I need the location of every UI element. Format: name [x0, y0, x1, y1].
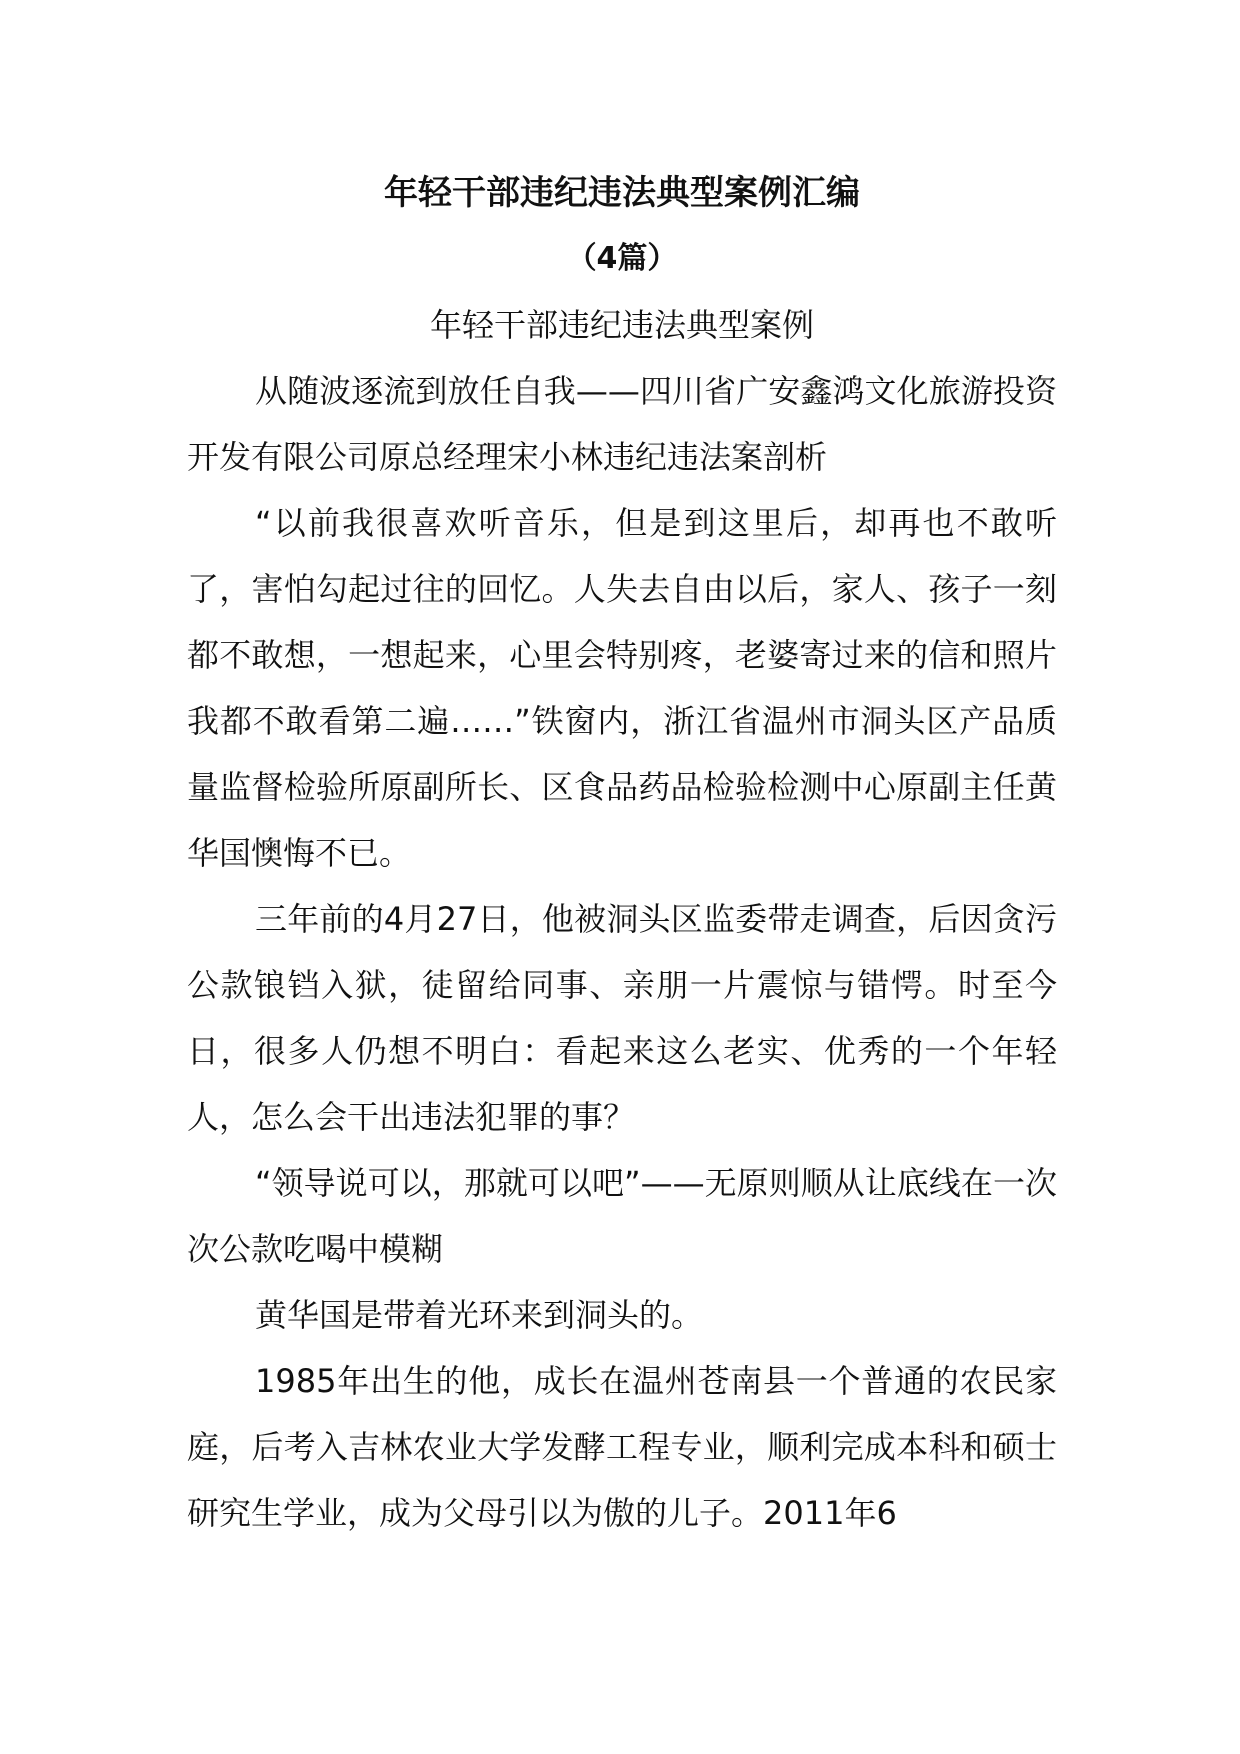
paragraph-intro: 黄华国是带着光环来到洞头的。: [255, 1296, 704, 1334]
paragraph-subheading: “领导说可以，那就可以吧”——无原则顺从让底线在一次次公款吃喝中模糊: [187, 1164, 1057, 1268]
paragraph-background: 1985年出生的他，成长在温州苍南县一个普通的农民家庭，后考入吉林农业大学发酵工程专业，顺利完成本科和硕士研究生学业，成为父母引以为傲的儿子。2011年6: [187, 1362, 1057, 1532]
document-subtitle: （4篇）: [566, 241, 678, 276]
paragraph-investigation: 三年前的4月27日，他被洞头区监委带走调查，后因贪污公款锒铛入狱，徒留给同事、亲朋一片震惊与错愕。时至今日，很多人仍想不明白：看起来这么老实、优秀的一个年轻人，怎么会干出违法犯罪的事？: [187, 900, 1057, 1136]
document-body: [187, 160, 1057, 1546]
document-title: 年轻干部违纪违法典型案例汇编: [384, 173, 860, 213]
paragraph-quote: “以前我很喜欢听音乐，但是到这里后，却再也不敢听了，害怕勾起过往的回忆。人失去自由以后，家人、孩子一刻都不敢想，一想起来，心里会特别疼，老婆寄过来的信和照片我都不敢看第二遍……”铁窗内，浙江省温州市洞头区产品质量监督检验所原副所长、区食品药品检验检测中心原副主任黄华国懊悔不已。: [187, 504, 1057, 872]
paragraph-case-title: 从随波逐流到放任自我——四川省广安鑫鸿文化旅游投资开发有限公司原总经理宋小林违纪违法案剖析: [187, 372, 1057, 476]
section-heading: 年轻干部违纪违法典型案例: [429, 306, 814, 344]
